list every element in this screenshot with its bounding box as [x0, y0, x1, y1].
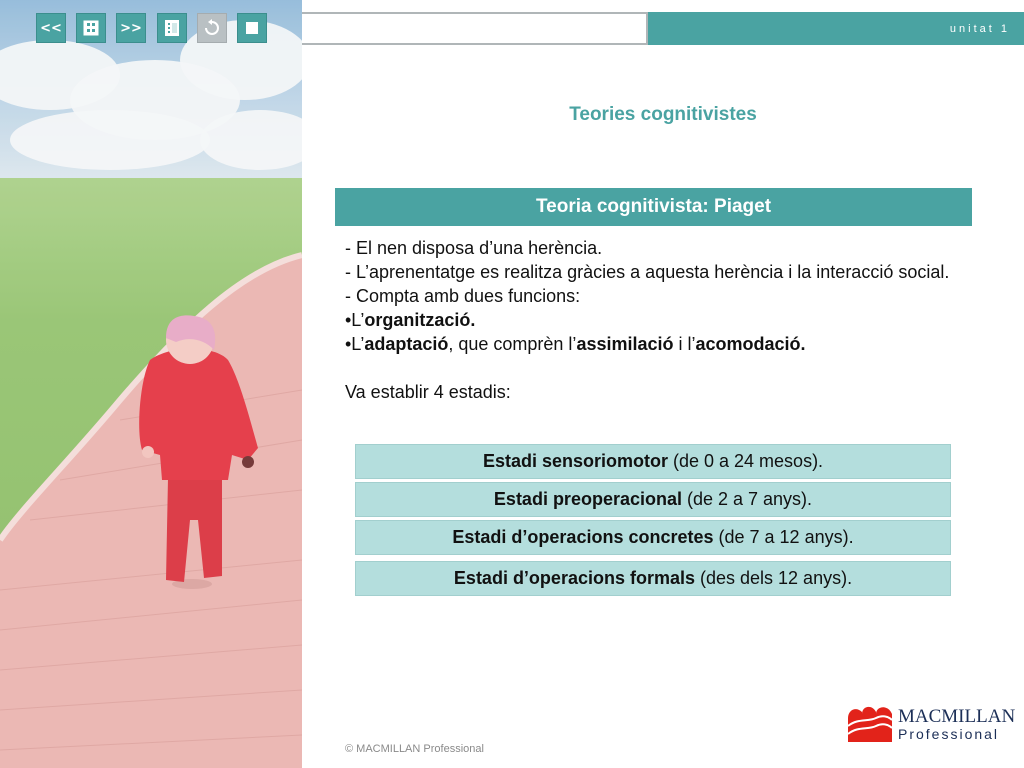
- logo-line1: MACMILLAN: [898, 706, 1016, 727]
- macmillan-logo-icon: [846, 704, 894, 744]
- undo-icon: [203, 19, 221, 37]
- stage-name: Estadi d’operacions concretes: [452, 527, 714, 547]
- stage-age: (de 2 a 7 anys).: [681, 489, 813, 509]
- macmillan-logo: [846, 702, 1016, 746]
- stage-name: Estadi preoperacional: [493, 489, 682, 509]
- stage-name: Estadi sensoriomotor: [482, 451, 668, 471]
- next-label: >>: [120, 20, 142, 36]
- unit-label: unitat 1: [949, 23, 1010, 35]
- bold-term: organització.: [364, 310, 476, 330]
- bold-term: acomodació.: [695, 334, 806, 354]
- stage-age: (de 7 a 12 anys).: [713, 527, 854, 547]
- stop-icon: [245, 21, 259, 35]
- text-line: - El nen disposa d’una herència.: [345, 238, 603, 258]
- bullet-prefix: •L’: [345, 310, 365, 330]
- copyright-notice: © MACMILLAN Professional: [345, 743, 484, 755]
- previous-label: <<: [40, 20, 62, 36]
- back-button[interactable]: [197, 13, 227, 43]
- next-button[interactable]: [116, 13, 146, 43]
- stage-box: [355, 482, 951, 517]
- index-icon: [83, 20, 99, 36]
- stage-box: [355, 520, 951, 555]
- bullet-organitzacio: [345, 308, 965, 332]
- text-fragment: i l’: [673, 334, 696, 354]
- header-unit-bar: [648, 12, 1024, 45]
- previous-button[interactable]: [36, 13, 66, 43]
- section-header: [335, 188, 972, 226]
- page-title: Teories cognitivistes: [569, 104, 757, 125]
- stop-button[interactable]: [237, 13, 267, 43]
- logo-line2: Professional: [898, 726, 1000, 742]
- contents-button[interactable]: [157, 13, 187, 43]
- bold-term: adaptació: [364, 334, 449, 354]
- stage-age: (de 0 a 24 mesos).: [667, 451, 824, 471]
- content-text: [345, 236, 965, 404]
- bold-term: assimilació: [576, 334, 674, 354]
- stage-name: Estadi d’operacions formals: [453, 568, 695, 588]
- index-button[interactable]: [76, 13, 106, 43]
- header-blank-bar: [302, 12, 648, 45]
- stage-box: [355, 561, 951, 596]
- text-line: - L’aprenentatge es realitza gràcies a aquesta herència i la interacció social.: [345, 262, 950, 282]
- background-photo: [0, 0, 302, 768]
- text-fragment: , que comprèn l’: [448, 334, 577, 354]
- bullet-adaptacio: [345, 332, 965, 356]
- contents-icon: [164, 19, 180, 37]
- stage-age: (des dels 12 anys).: [695, 568, 853, 588]
- stage-box: [355, 444, 951, 479]
- text-line: Va establir 4 estadis:: [345, 382, 511, 402]
- text-line: - Compta amb dues funcions:: [345, 286, 581, 306]
- bullet-prefix: •L’: [345, 334, 365, 354]
- section-title: Teoria cognitivista: Piaget: [535, 196, 772, 217]
